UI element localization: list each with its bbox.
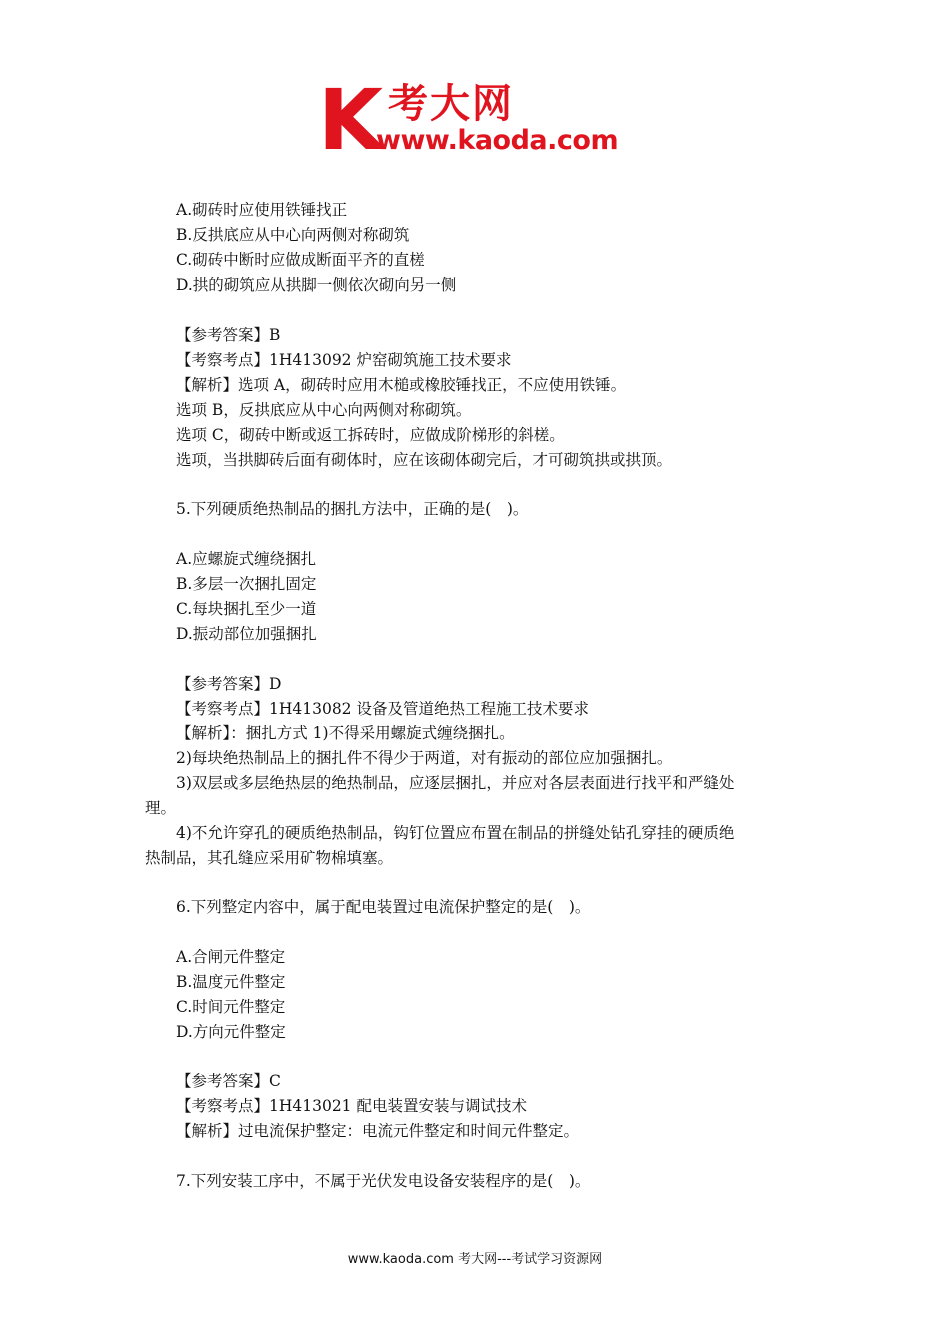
q5-option-d: D.振动部位加强捆扎 bbox=[176, 625, 317, 643]
q6-point: 【考察考点】1H413021 配电装置安装与调试技术 bbox=[176, 1097, 527, 1115]
q4-analysis-line: 【解析】选项 A，砌砖时应用木槌或橡胶锤找正，不应使用铁锤。 bbox=[176, 376, 627, 394]
q4-analysis-line: 选项 C，砌砖中断或返工拆砖时，应做成阶梯形的斜槎。 bbox=[176, 426, 565, 444]
q5-answer: 【参考答案】D bbox=[176, 675, 282, 693]
q5-option-b: B.多层一次捆扎固定 bbox=[176, 575, 317, 593]
logo-url: www.kaoda.com bbox=[376, 125, 619, 156]
q6-analysis-line: 【解析】过电流保护整定：电流元件整定和时间元件整定。 bbox=[176, 1122, 580, 1140]
q5-analysis-line: 3)双层或多层绝热层的绝热制品，应逐层捆扎，并应对各层表面进行找平和严缝处 bbox=[176, 774, 735, 792]
logo-k-mark: K bbox=[318, 71, 380, 169]
q5-analysis-line: 2)每块绝热制品上的捆扎件不得少于两道，对有振动的部位应加强捆扎。 bbox=[176, 749, 673, 767]
q5-analysis-line: 热制品，其孔缝应采用矿物棉填塞。 bbox=[145, 849, 394, 867]
q5-option-a: A.应螺旋式缠绕捆扎 bbox=[176, 550, 317, 568]
q6-answer: 【参考答案】C bbox=[176, 1072, 281, 1090]
q4-analysis-line: 选项 B，反拱底应从中心向两侧对称砌筑。 bbox=[176, 401, 472, 419]
q7-question: 7.下列安装工序中，不属于光伏发电设备安装程序的是( )。 bbox=[176, 1172, 591, 1190]
q6-option-d: D.方向元件整定 bbox=[176, 1023, 286, 1041]
q5-analysis-line: 4)不允许穿孔的硬质绝热制品，钩钉位置应布置在制品的拼缝处钻孔穿挂的硬质绝 bbox=[176, 824, 735, 842]
kaoda-logo bbox=[318, 71, 638, 169]
q5-analysis-line: 理。 bbox=[145, 799, 177, 817]
q4-option-a: A.砌砖时应使用铁锤找正 bbox=[176, 201, 348, 219]
q5-option-c: C.每块捆扎至少一道 bbox=[176, 600, 317, 618]
q4-point: 【考察考点】1H413092 炉窑砌筑施工技术要求 bbox=[176, 351, 512, 369]
q4-option-b: B.反拱底应从中心向两侧对称砌筑 bbox=[176, 226, 410, 244]
q4-analysis-line: 选项，当拱脚砖后面有砌体时，应在该砌体砌完后，才可砌筑拱或拱顶。 bbox=[176, 451, 673, 469]
q6-option-b: B.温度元件整定 bbox=[176, 973, 286, 991]
logo-chinese-name: 考大网 bbox=[388, 81, 514, 127]
q5-analysis-line: 【解析】：捆扎方式 1)不得采用螺旋式缠绕捆扎。 bbox=[176, 724, 515, 742]
q4-option-c: C.砌砖中断时应做成断面平齐的直槎 bbox=[176, 251, 425, 269]
page-footer: www.kaoda.com 考大网---考试学习资源网 bbox=[347, 1252, 603, 1267]
q6-question: 6.下列整定内容中，属于配电装置过电流保护整定的是( )。 bbox=[176, 898, 591, 916]
q6-option-c: C.时间元件整定 bbox=[176, 998, 286, 1016]
q4-answer: 【参考答案】B bbox=[176, 326, 281, 344]
q6-option-a: A.合闸元件整定 bbox=[176, 948, 286, 966]
q5-question: 5.下列硬质绝热制品的捆扎方法中，正确的是( )。 bbox=[176, 500, 529, 518]
q4-option-d: D.拱的砌筑应从拱脚一侧依次砌向另一侧 bbox=[176, 276, 457, 294]
q5-point: 【考察考点】1H413082 设备及管道绝热工程施工技术要求 bbox=[176, 700, 589, 718]
